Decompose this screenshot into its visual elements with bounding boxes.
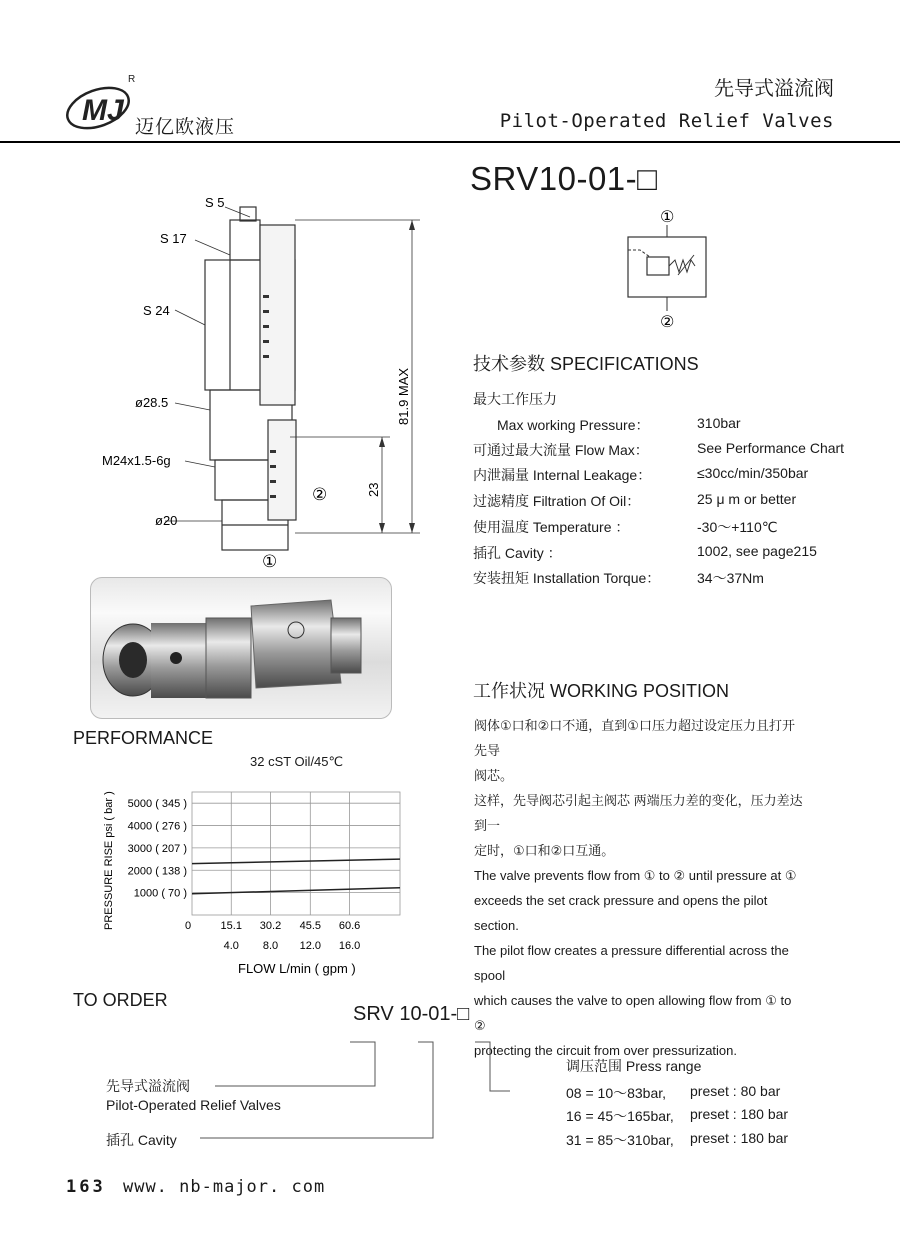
order-brackets <box>190 1035 510 1145</box>
working-position-text: 阀体①口和②口不通，直到①口压力超过设定压力且打开先导 阀芯。 这样，先导阀芯引起主阀芯 两端压力差的变化，压力差达到一 定时，①口和②口互通。 The valve prevents flow from ① to ② until pressure at ① exceeds the set crack pressure and opens the pilot section. The pilot flow creates a pressure differential across the spool which causes the valve to open allowing flow from ① to ② protecting the circuit from over pressurization. <box>474 718 803 1058</box>
label-dia20: ø20 <box>155 513 178 528</box>
product-photo <box>90 577 392 719</box>
chart-x-tick-label: 30.2 <box>259 920 282 932</box>
chart-frame <box>192 792 400 915</box>
spec-label: 插孔 Cavity ： <box>473 545 562 561</box>
header-divider <box>0 141 900 143</box>
port-2-label: ② <box>312 485 328 504</box>
spec-value: 310bar <box>697 415 741 431</box>
order-label-cavity: 插孔 Cavity <box>106 1132 177 1148</box>
chart-x-tick-label-gpm: 8.0 <box>262 940 279 952</box>
svg-text:②: ② <box>660 314 675 330</box>
dim-overall: 81.9 MAX <box>396 367 411 425</box>
chart-x-tick-label-gpm: 12.0 <box>299 940 322 952</box>
press-range-code: 08 = 10～83bar, <box>566 1085 667 1101</box>
spec-value: ≤30cc/min/350bar <box>697 465 809 481</box>
port-1-label: ① <box>262 552 278 571</box>
chart-y-tick-label: 1000 ( 70 ) <box>133 887 187 900</box>
page-title-en: Pilot-Operated Relief Valves <box>499 110 834 132</box>
working-position-title: 工作状况 WORKING POSITION <box>473 681 730 701</box>
order-code: SRV 10-01-□ <box>353 1003 470 1025</box>
press-range-preset: preset : 80 bar <box>690 1083 781 1099</box>
valve-drawing <box>90 185 440 575</box>
chart-subtitle: 32 cST Oil/45℃ <box>250 754 344 769</box>
brand-name: 迈亿欧液压 <box>135 117 236 138</box>
spec-label: 过滤精度 Filtration Of Oil： <box>473 493 641 509</box>
chart-x-tick-label: 15.1 <box>220 920 242 932</box>
spec-value: 34～37Nm <box>697 570 764 586</box>
chart-y-tick-label: 4000 ( 276 ) <box>127 820 187 833</box>
website-link[interactable]: www. nb-major. com <box>122 1177 326 1197</box>
spec-label: 可通过最大流量 Flow Max： <box>473 442 649 458</box>
chart-y-tick-label: 2000 ( 138 ) <box>127 865 187 878</box>
spec-value: 1002, see page215 <box>697 543 817 559</box>
spec-label: 内泄漏量 Internal Leakage： <box>473 467 652 483</box>
performance-title: PERFORMANCE <box>73 728 214 748</box>
page-number: 163 <box>66 1177 106 1197</box>
chart-y-tick-label: 5000 ( 345 ) <box>127 798 187 811</box>
label-s24: S 24 <box>143 303 170 318</box>
spec-label: 安装扭矩 Installation Torque： <box>473 570 661 586</box>
chart-y-axis-label: PRESSURE RISE psi ( bar ) <box>103 791 115 930</box>
spec-value: 25 μ m or better <box>697 491 797 507</box>
page-footer <box>66 1177 325 1197</box>
chart-x-tick-label: 0 <box>184 920 192 932</box>
order-label-valve-en: Pilot-Operated Relief Valves <box>106 1097 281 1113</box>
svg-text:R: R <box>128 74 136 85</box>
label-s5: S 5 <box>205 195 225 210</box>
hydraulic-symbol <box>620 205 720 330</box>
chart-x-tick-label-gpm: 4.0 <box>223 940 239 952</box>
chart-x-tick-label-gpm: 16.0 <box>338 940 361 952</box>
order-label-valve-cn: 先导式溢流阀 <box>106 1078 190 1094</box>
press-range-title: 调压范围 Press range <box>566 1058 702 1074</box>
chart-x-axis-label: FLOW L/min ( gpm ) <box>238 961 356 976</box>
model-number: SRV10-01-□ <box>470 160 658 197</box>
performance-chart <box>90 780 430 980</box>
chart-y-tick-label: 3000 ( 207 ) <box>127 842 187 855</box>
press-range-code: 31 = 85～310bar, <box>566 1132 674 1148</box>
svg-text:①: ① <box>660 209 675 226</box>
label-dia28: ø28.5 <box>135 395 169 410</box>
brand-logo <box>60 70 140 140</box>
specifications-title: 技术参数 SPECIFICATIONS <box>473 354 699 374</box>
spec-label: Max working Pressure： <box>497 417 650 433</box>
chart-x-tick-label: 45.5 <box>299 920 322 932</box>
order-title: TO ORDER <box>73 990 168 1010</box>
page-title-cn: 先导式溢流阀 <box>714 78 834 100</box>
spec-max-pressure-cn: 最大工作压力 <box>473 391 557 407</box>
chart-series-line-1 <box>192 859 400 863</box>
spec-value: See Performance Chart <box>697 440 845 456</box>
spec-label: 使用温度 Temperature ： <box>473 519 630 535</box>
chart-x-tick-label: 60.6 <box>338 920 361 932</box>
press-range-preset: preset : 180 bar <box>690 1130 789 1146</box>
label-thread: M24x1.5-6g <box>102 453 171 468</box>
spec-value: -30～+110℃ <box>697 519 778 535</box>
svg-text:MJ: MJ <box>82 94 124 127</box>
dim-lower: 23 <box>366 482 381 497</box>
press-range-code: 16 = 45～165bar, <box>566 1108 674 1124</box>
press-range-preset: preset : 180 bar <box>690 1106 789 1122</box>
label-s17: S 17 <box>160 231 187 246</box>
